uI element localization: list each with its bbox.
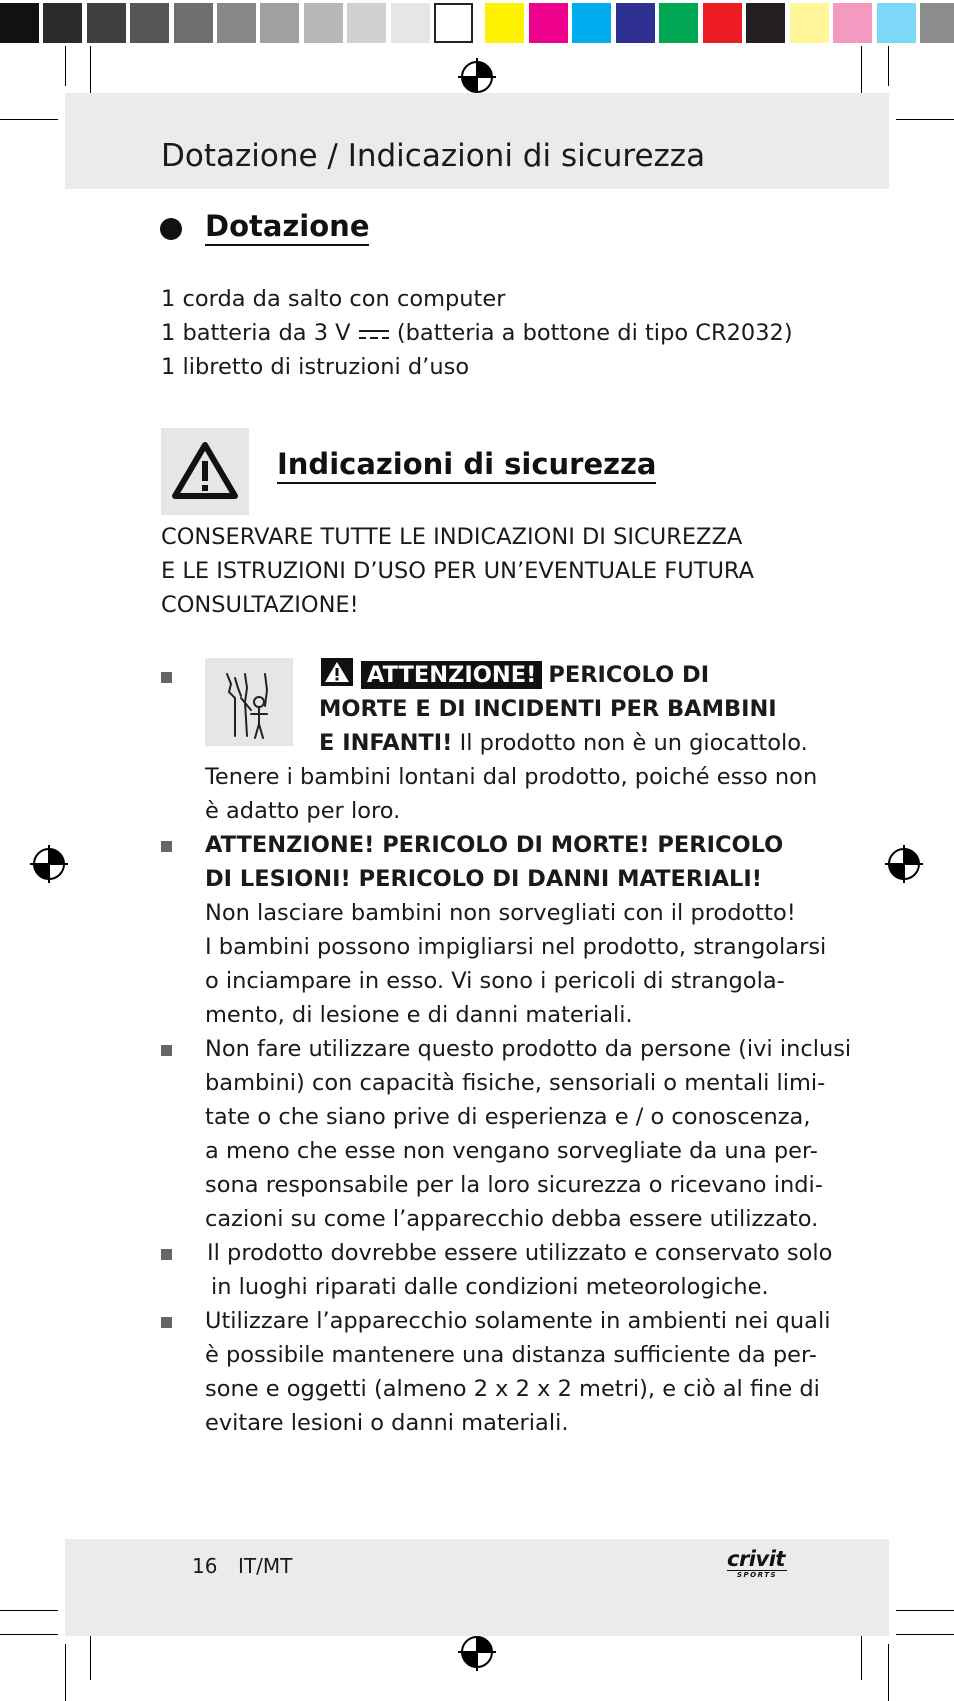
- registration-mark-icon: [458, 58, 496, 96]
- section-bullet-dot: [160, 218, 182, 240]
- bullet1-line1: [321, 658, 709, 692]
- list-bullet: [161, 672, 172, 683]
- color-swatch: [87, 3, 126, 43]
- dotazione-heading: Dotazione: [205, 210, 369, 246]
- color-swatch: [746, 3, 785, 43]
- registration-mark-icon: [30, 845, 68, 883]
- dotazione-item: 1 libretto di istruzioni d’uso: [161, 354, 470, 380]
- color-calibration-bar: [0, 0, 954, 44]
- safety-intro-line: E LE ISTRUZIONI D’USO PER UN’EVENTUALE FUTURA: [161, 558, 755, 584]
- bullet1-bold-text: E INFANTI!: [319, 730, 453, 756]
- bullet3-line: bambini) con capacità fisiche, sensoriali o mentali limi-: [205, 1070, 826, 1096]
- bullet2-bold-line: DI LESIONI! PERICOLO DI DANNI MATERIALI!: [205, 866, 762, 892]
- color-swatch: [0, 3, 39, 43]
- bullet1-line3: [319, 726, 808, 760]
- list-bullet: [161, 1317, 172, 1328]
- brand-logo: [727, 1548, 793, 1584]
- bullet3-line: sona responsabile per la loro sicurezza o ricevano indi-: [205, 1172, 823, 1198]
- bullet1-line5: è adatto per loro.: [205, 798, 401, 824]
- color-swatch: [833, 3, 872, 43]
- color-swatch: [920, 3, 954, 43]
- list-bullet: [161, 841, 172, 852]
- color-swatch: [391, 3, 430, 43]
- bullet1-line4: Tenere i bambini lontani dal prodotto, poiché esso non: [205, 764, 818, 790]
- child-hazard-icon-box: [205, 658, 293, 746]
- locale-code: IT/MT: [238, 1554, 293, 1578]
- bullet1-line2: MORTE E DI INCIDENTI PER BAMBINI: [319, 696, 777, 722]
- registration-mark-icon: [458, 1633, 496, 1671]
- color-swatch: [347, 3, 386, 43]
- color-swatch: [616, 3, 655, 43]
- list-bullet: [161, 1045, 172, 1056]
- dotazione-item: 1 corda da salto con computer: [161, 286, 506, 312]
- bullet4-line: in luoghi riparati dalle condizioni meteorologiche.: [211, 1274, 769, 1300]
- color-swatch: [43, 3, 82, 43]
- color-swatch: [217, 3, 256, 43]
- warning-triangle-icon: [161, 428, 249, 515]
- list-bullet: [161, 1249, 172, 1260]
- bullet2-bold-line: ATTENZIONE! PERICOLO DI MORTE! PERICOLO: [205, 832, 784, 858]
- brand-logo-text: crivit: [727, 1547, 785, 1571]
- bullet2-line: o inciampare in esso. Vi sono i pericoli di strangola-: [205, 968, 785, 994]
- safety-intro-line: CONSULTAZIONE!: [161, 592, 359, 618]
- color-swatch: [703, 3, 742, 43]
- color-swatch: [877, 3, 916, 43]
- dotazione-item-battery: 1 batteria da 3 V: [161, 320, 351, 346]
- page-number: 16: [192, 1554, 218, 1578]
- bullet3-line: cazioni su come l’apparecchio debba essere utilizzato.: [205, 1206, 819, 1232]
- bullet2-line: I bambini possono impigliarsi nel prodotto, strangolarsi: [205, 934, 827, 960]
- bullet5-line: sone e oggetti (almeno 2 x 2 x 2 metri), e ciò al fine di: [205, 1376, 820, 1402]
- bullet2-line: Non lasciare bambini non sorvegliati con il prodotto!: [205, 900, 796, 926]
- bullet4-line: Il prodotto dovrebbe essere utilizzato e conservato solo: [207, 1240, 833, 1266]
- bullet2-line: mento, di lesione e di danni materiali.: [205, 1002, 633, 1028]
- child-hazard-icon: [205, 658, 293, 746]
- color-swatch: [260, 3, 299, 43]
- warning-triangle-icon: [321, 658, 353, 686]
- page-title: Dotazione / Indicazioni di sicurezza: [161, 138, 706, 174]
- color-swatch: [304, 3, 343, 43]
- bullet5-line: evitare lesioni o danni materiali.: [205, 1410, 569, 1436]
- color-swatch: [434, 3, 473, 43]
- color-swatch: [572, 3, 611, 43]
- registration-mark-icon: [885, 845, 923, 883]
- warning-icon-box: [161, 428, 249, 515]
- dc-symbol-icon: [358, 327, 390, 341]
- bullet1-bold-text: PERICOLO DI: [548, 662, 710, 688]
- dotazione-item-battery-type: (batteria a bottone di tipo CR2032): [396, 320, 793, 346]
- color-swatch: [529, 3, 568, 43]
- color-swatch: [174, 3, 213, 43]
- bullet3-line: a meno che esse non vengano sorvegliate da una per-: [205, 1138, 818, 1164]
- bullet3-line: Non fare utilizzare questo prodotto da persone (ivi inclusi: [205, 1036, 852, 1062]
- bullet5-line: è possibile mantenere una distanza sufficiente da per-: [205, 1342, 817, 1368]
- color-swatch: [790, 3, 829, 43]
- safety-heading: Indicazioni di sicurezza: [277, 448, 656, 484]
- color-swatch: [485, 3, 524, 43]
- safety-intro-line: CONSERVARE TUTTE LE INDICAZIONI DI SICUREZZA: [161, 524, 743, 550]
- bullet1-text: Il prodotto non è un giocattolo.: [452, 730, 808, 756]
- bullet3-line: tate o che siano prive di esperienza e / o conoscenza,: [205, 1104, 811, 1130]
- dotazione-item: [161, 316, 793, 350]
- brand-logo-subtext: SPORTS: [727, 1570, 787, 1580]
- bullet5-line: Utilizzare l’apparecchio solamente in ambienti nei quali: [205, 1308, 831, 1334]
- color-swatch: [659, 3, 698, 43]
- color-swatch: [130, 3, 169, 43]
- attention-label: ATTENZIONE!: [361, 661, 542, 689]
